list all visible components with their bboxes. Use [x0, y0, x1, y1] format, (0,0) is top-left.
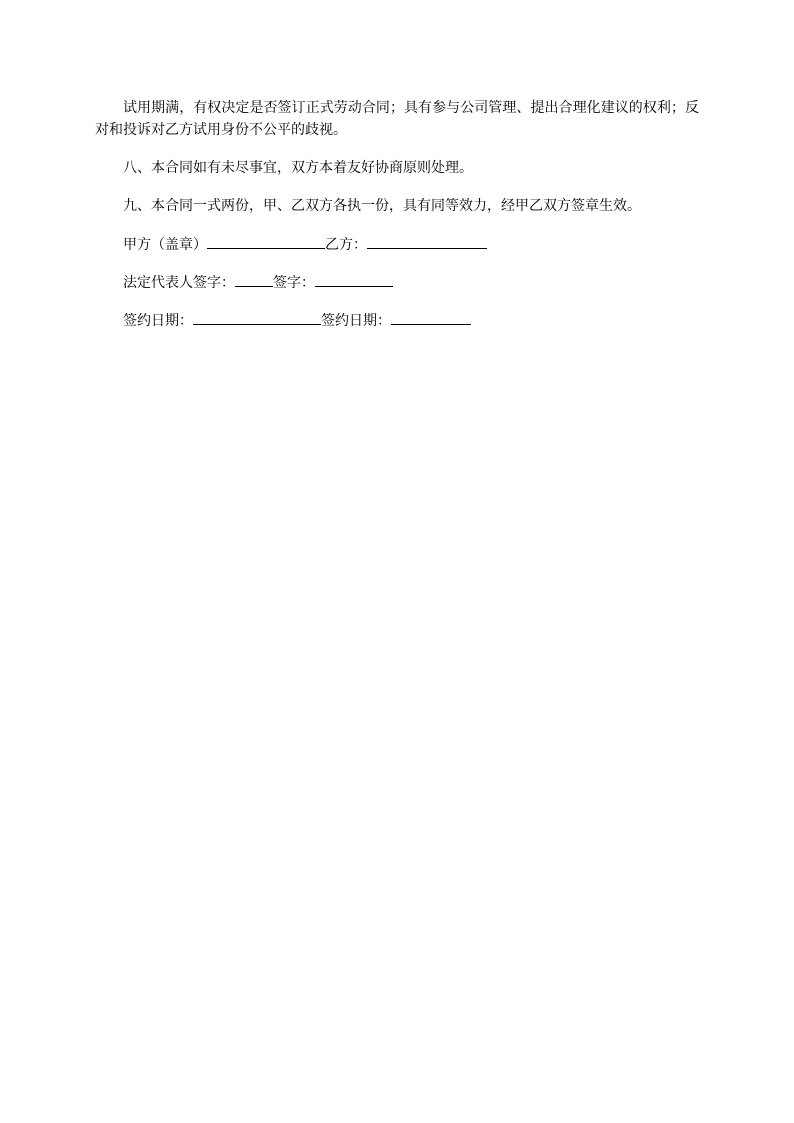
paragraph-probation-rights: 试用期满，有权决定是否签订正式劳动合同；具有参与公司管理、提出合理化建议的权利；反对和投诉对乙方试用身份不公平的歧视。: [95, 100, 699, 138]
signature-row-dates: [95, 309, 699, 331]
paragraph-clause-eight: 八、本合同如有未尽事宜，双方本着友好协商原则处理。: [123, 160, 473, 176]
sign-blank[interactable]: [315, 271, 393, 287]
date-a-blank[interactable]: [193, 309, 321, 325]
date-b-blank[interactable]: [391, 309, 471, 325]
party-b-blank[interactable]: [367, 233, 487, 249]
party-b-label: 乙方：: [325, 237, 367, 253]
paragraph-clause-nine: 九、本合同一式两份，甲、乙双方各执一份，具有同等效力，经甲乙双方签章生效。: [123, 198, 641, 214]
signature-row-representatives: [95, 271, 699, 293]
document-body: [95, 97, 699, 347]
sign-label: 签字：: [273, 275, 315, 291]
signature-row-parties: [95, 233, 699, 255]
date-label-b: 签约日期：: [321, 313, 391, 329]
party-a-blank[interactable]: [207, 233, 325, 249]
date-label-a: 签约日期：: [123, 313, 193, 329]
legal-rep-label: 法定代表人签字：: [123, 275, 235, 291]
legal-rep-blank[interactable]: [235, 271, 273, 287]
party-a-label: 甲方（盖章）: [123, 237, 207, 253]
